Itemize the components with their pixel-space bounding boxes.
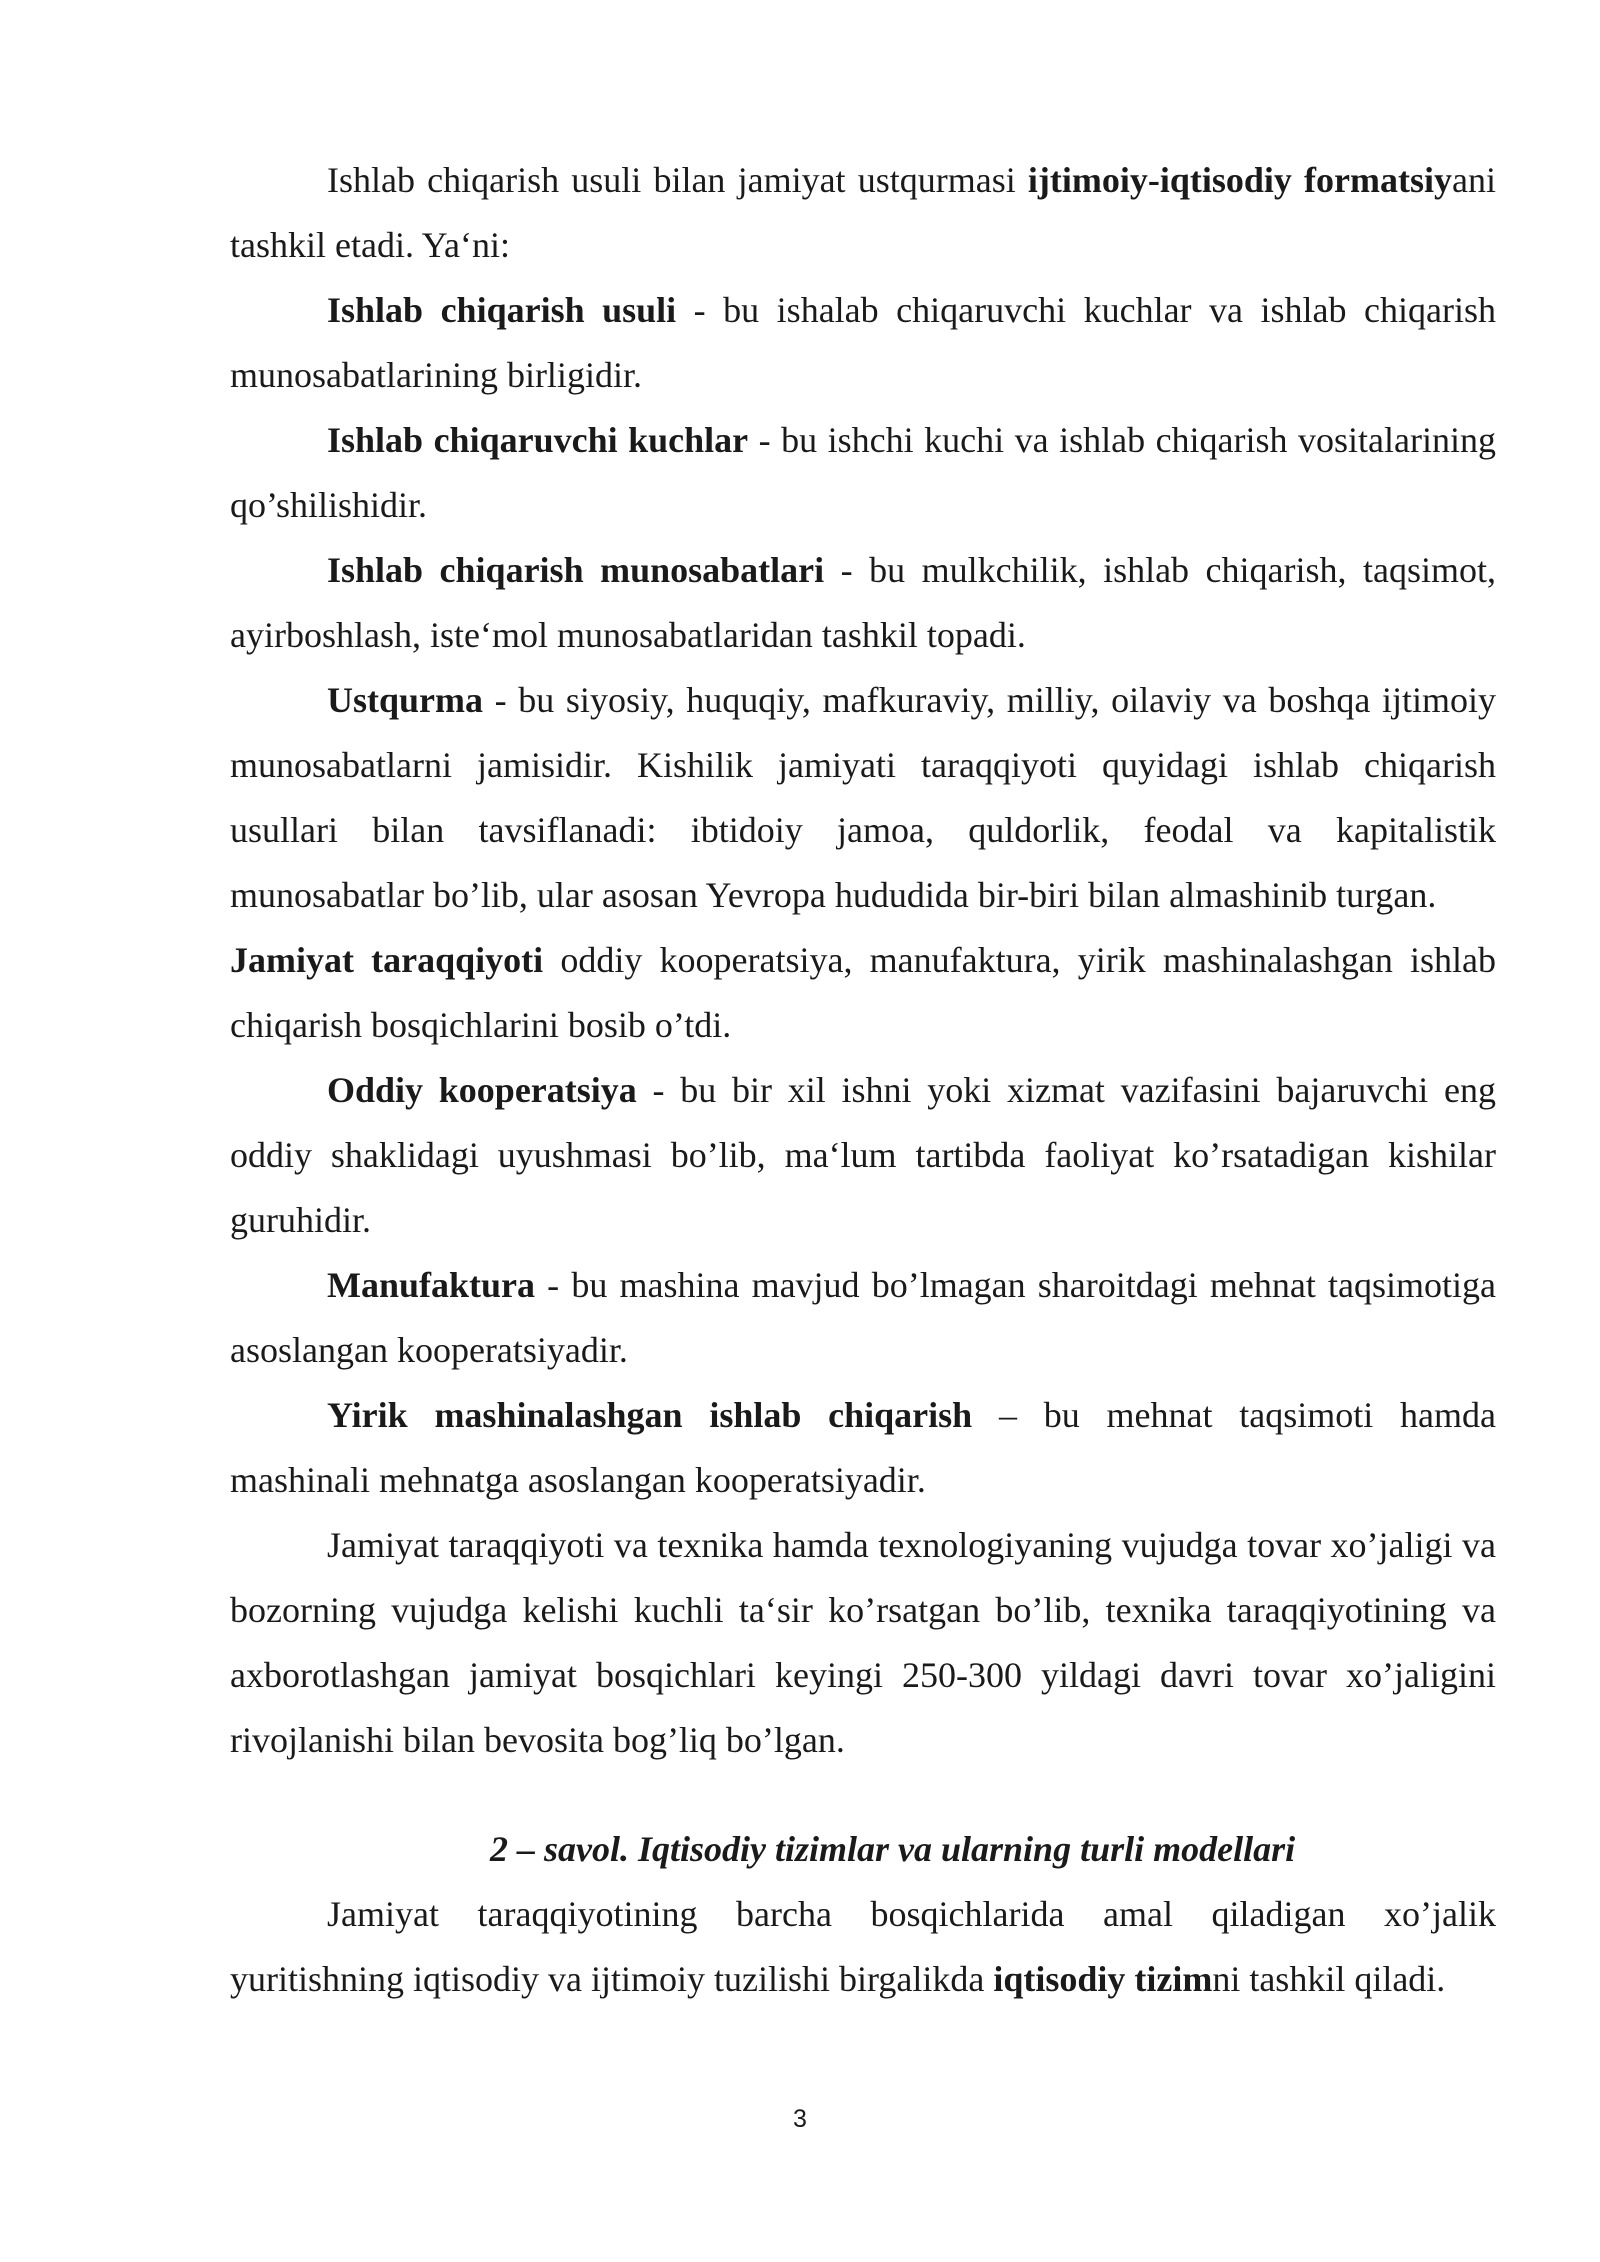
paragraph-jamiyat-taraqqiyoti <box>230 928 1496 1058</box>
paragraph-oddiy-kooperatsiya <box>230 1058 1496 1253</box>
paragraph-ustqurma <box>230 668 1496 928</box>
paragraph-tovar-xojaligi <box>230 1513 1496 1773</box>
term-ustqurma: Ustqurma <box>327 680 484 720</box>
paragraph-text: - bu siyosiy, huquqiy, mafkuraviy, milliy, oilaviy va boshqa ijtimoiy munosabatlarni jamisidir. Kishilik jamiyati taraqqiyoti quyidagi ishlab chiqarish usullari bilan tavsiflanadi: ibtidoiy jamoa, quldorlik, feodal va kapitalistik munosabatlar bo’lib, ular asosan Yevropa hududida bir-biri bilan almashinib turgan. <box>230 680 1496 915</box>
term-yirik-mashinalashgan-ishlab-chiqarish: Yirik mashinalashgan ishlab chiqarish <box>327 1395 973 1435</box>
term-oddiy-kooperatsiya: Oddiy kooperatsiya <box>327 1070 637 1110</box>
paragraph-manufaktura <box>230 1253 1496 1383</box>
document-page <box>230 148 1496 2012</box>
paragraph-ishlab-chiqarish-munosabatlari <box>230 538 1496 668</box>
term-ijtimoiy-iqtisodiy-formatsiya: ijtimoiy-iqtisodiy formatsiy <box>1027 160 1453 200</box>
paragraph-text: – bu mehnat taqsimoti hamda mashinali mehnatga asoslangan kooperatsiyadir. <box>230 1395 1496 1500</box>
paragraph-text: Jamiyat taraqqiyotining barcha bosqichlarida amal qiladigan xo’jalik yuritishning iqtisodiy va ijtimoiy tuzilishi birgalikda <box>230 1894 1496 1999</box>
paragraph-text: Ishlab chiqarish usuli bilan jamiyat ustqurmasi <box>327 160 1028 200</box>
paragraph-text: - bu ishchi kuchi va ishlab chiqarish vositalarining qo’shilishidir. <box>230 420 1496 525</box>
paragraph-ishlab-chiqaruvchi-kuchlar <box>230 408 1496 538</box>
paragraph-text: ani tashkil etadi. Ya‘ni: <box>230 160 1497 265</box>
term-manufaktura: Manufaktura <box>327 1265 536 1305</box>
page-number: 3 <box>793 2105 807 2133</box>
section-title: 2 – savol. Iqtisodiy tizimlar va ularning turli modellari <box>490 1829 1296 1869</box>
term-iqtisodiy-tizim: iqtisodiy tizim <box>993 1959 1213 1999</box>
paragraph-text: Jamiyat taraqqiyoti va texnika hamda texnologiyaning vujudga tovar xo’jaligi va bozorning vujudga kelishi kuchli ta‘sir ko’rsatgan bo’lib, texnika taraqqiyotining va axborotlashgan jamiyat bosqichlari keyingi 250-300 yildagi davri tovar xo’jaligini rivojlanishi bilan bevosita bog’liq bo’lgan. <box>230 1525 1496 1760</box>
paragraph-text: - bu ishalab chiqaruvchi kuchlar va ishlab chiqarish munosabatlarining birligidir. <box>230 290 1496 395</box>
paragraph-text: - bu bir xil ishni yoki xizmat vazifasini bajaruvchi eng oddiy shaklidagi uyushmasi bo’lib, ma‘lum tartibda faoliyat ko’rsatadigan kishilar guruhidir. <box>230 1070 1497 1240</box>
paragraph-text: ni tashkil qiladi. <box>1212 1959 1446 1999</box>
paragraph-text: - bu mashina mavjud bo’lmagan sharoitdagi mehnat taqsimotiga asoslangan kooperatsiyadir. <box>230 1265 1496 1370</box>
paragraph-yirik-mashinalashgan <box>230 1383 1496 1513</box>
paragraph-ishlab-chiqarish-usuli <box>230 278 1496 408</box>
term-ishlab-chiqarish-munosabatlari: Ishlab chiqarish munosabatlari <box>327 550 825 590</box>
paragraph-text: - bu mulkchilik, ishlab chiqarish, taqsimot, ayirboshlash, iste‘mol munosabatlaridan tashkil topadi. <box>230 550 1496 655</box>
paragraph-text: oddiy kooperatsiya, manufaktura, yirik mashinalashgan ishlab chiqarish bosqichlarini bosib o’tdi. <box>230 940 1497 1045</box>
paragraph-formation <box>230 148 1496 278</box>
term-ishlab-chiqarish-usuli: Ishlab chiqarish usuli <box>327 290 677 330</box>
term-jamiyat-taraqqiyoti: Jamiyat taraqqiyoti <box>230 940 544 980</box>
paragraph-iqtisodiy-tizim <box>230 1882 1496 2012</box>
term-ishlab-chiqaruvchi-kuchlar: Ishlab chiqaruvchi kuchlar <box>327 420 749 460</box>
